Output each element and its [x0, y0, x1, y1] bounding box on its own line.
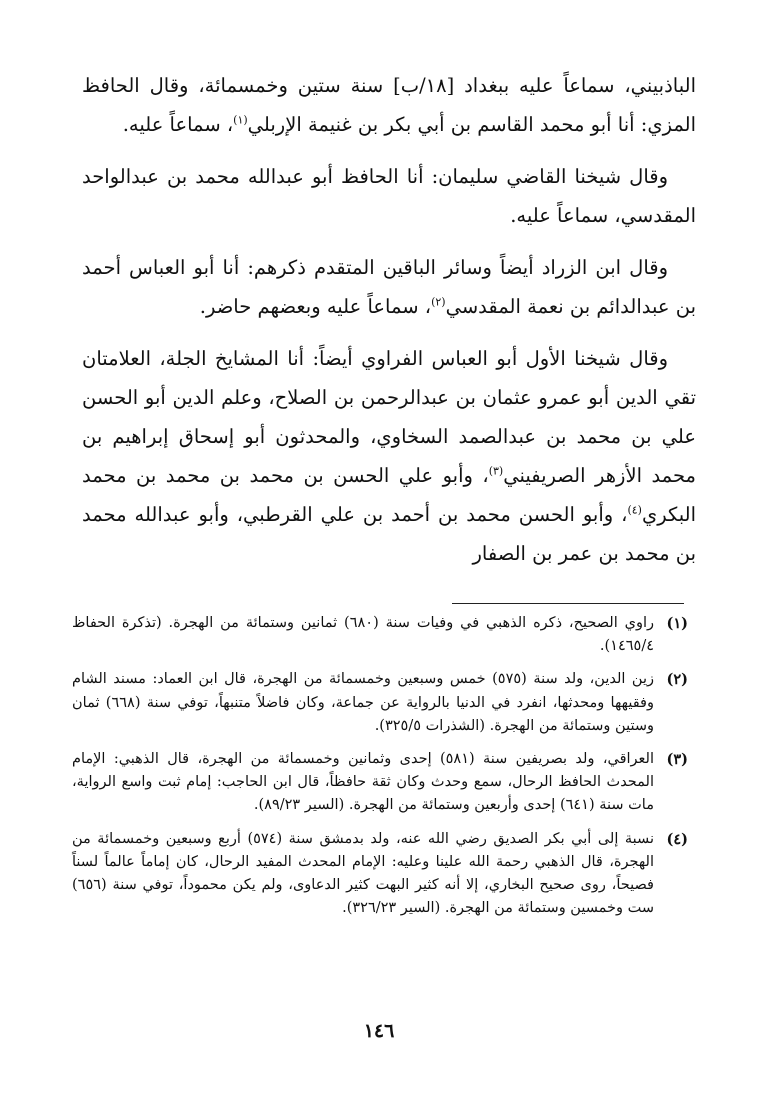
footnote-text: نسبة إلى أبي بكر الصديق رضي الله عنه، ولد بدمشق سنة (٥٧٤) أربع وسبعين وخمسمائة من الهجرة، قال الذهبي رحمة الله علينا وعليه: الإمام المحدث المفيد الرحال، كان إماماً عالماً لسناً فصيحاً، روى صحيح البخاري، إلا أنه كثير البهت كثير الدعاوى، ولم يكن محموداً، توفي سنة (٦٥٦) ست وخمسين وستمائة من الهجرة. (السير ٣٢٦/٢٣). — [72, 830, 654, 917]
footnote-text: العراقي، ولد بصريفين سنة (٥٨١) إحدى وثمانين وخمسمائة من الهجرة، قال الذهبي: الإمام المحدث الحافظ الرحال، سمع وحدث وكان ثقة حافظاً، قال ابن الحاجب: إمام ثبت واسع الرواية، مات سنة (٦٤١) إحدى وأربعين وستمائة من الهجرة. (السير ٨٩/٢٣). — [72, 751, 654, 814]
page-number: ١٤٦ — [363, 1020, 395, 1042]
footnote-ref-4[interactable]: (٤) — [627, 503, 642, 517]
footnote-number: (٤) — [666, 830, 688, 848]
footnotes — [72, 612, 688, 930]
footnote-4 — [72, 828, 688, 921]
paragraph-1: الباذبيني، سماعاً عليه ببغداد [١٨/ب] سنة ستين وخمسمائة، وقال الحافظ المزي: أنا أبو محمد القاسم بن أبي بكر بن غنيمة الإربلي$^{(١)}$، سماعاً عليه. — [82, 74, 696, 136]
paragraph-4: وقال شيخنا الأول أبو العباس الفراوي أيضاً: أنا المشايخ الجلة، العلامتان تقي الدين أبو عمرو عثمان بن عبدالرحمن بن الصلاح، وعلم الدين أبو الحسن علي بن محمد بن عبدالصمد السخاوي، والمحدثون أبو إسحاق إبراهيم بن محمد الأزهر الصريفيني$^{(٣)}$، وأبو علي الحسن بن محمد بن محمد بن محمد البكري$^{(٤)}$، وأبو الحسن محمد بن أحمد بن علي القرطبي، وأبو عبدالله محمد بن محمد بن عمر بن الصفار — [82, 347, 696, 565]
main-text — [82, 66, 696, 573]
footnote-text: زين الدين، ولد سنة (٥٧٥) خمس وسبعين وخمسمائة من الهجرة، قال ابن العماد: مسند الشام وفقيهها ومحدثها، انفرد في الدنيا بالرواية عن جماعة، وكان فاضلاً متنبهاً، توفي سنة (٦٦٨) ثمان وستين وستمائة من الهجرة. (الشذرات ٣٢٥/٥). — [72, 671, 654, 734]
footnote-number: (٢) — [666, 671, 688, 689]
paragraph-3: وقال ابن الزراد أيضاً وسائر الباقين المتقدم ذكرهم: أنا أبو العباس أحمد بن عبدالدائم بن نعمة المقدسي$^{(٢)}$، سماعاً عليه وبعضهم حاضر. — [82, 256, 696, 318]
footnote-ref-2[interactable]: (٢) — [431, 295, 446, 309]
footnote-2 — [72, 668, 688, 738]
footnote-number: (١) — [666, 615, 688, 632]
paragraph-2: وقال شيخنا القاضي سليمان: أنا الحافظ أبو عبدالله محمد بن عبدالواحد المقدسي، سماعاً عليه. — [82, 165, 696, 227]
footnote-1 — [72, 612, 688, 658]
footnote-text: راوي الصحيح، ذكره الذهبي في وفيات سنة (٦٨٠) ثمانين وستمائة من الهجرة. (تذكرة الحفاظ ١٤٦٥/٤). — [72, 615, 654, 655]
footnote-number: (٣) — [666, 751, 688, 769]
footnote-ref-1[interactable]: (١) — [233, 113, 248, 127]
footnote-ref-3[interactable]: (٣) — [488, 464, 504, 478]
footnote-separator — [452, 603, 684, 604]
footnote-3 — [72, 748, 688, 818]
